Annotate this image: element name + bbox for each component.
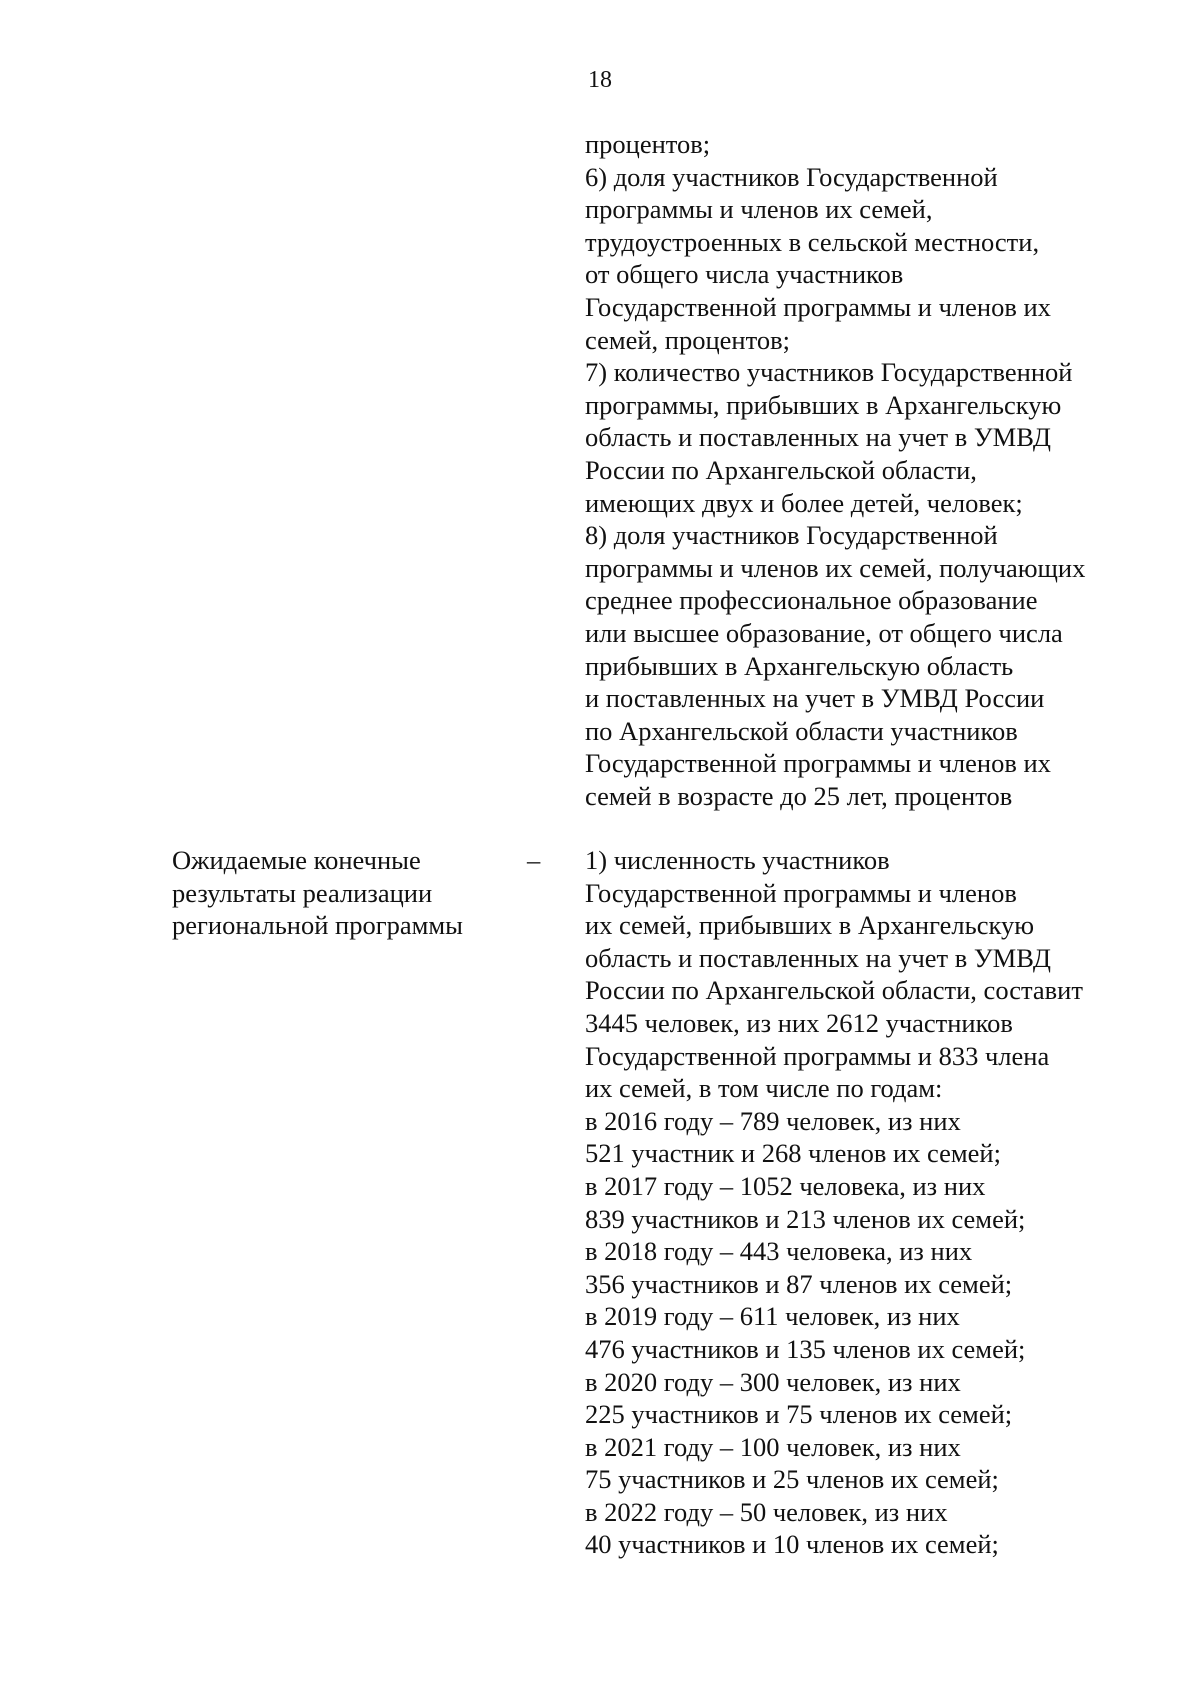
- expected-results-text: [585, 844, 1145, 1561]
- text-line: 6) доля участников Государственной: [585, 161, 998, 192]
- text-line: имеющих двух и более детей, человек;: [585, 487, 1023, 518]
- text-line: 8) доля участников Государственной: [585, 520, 998, 551]
- text-line: в 2021 году – 100 человек, из них: [585, 1431, 961, 1462]
- text-line: Государственной программы и членов их: [585, 748, 1051, 779]
- text-line: и поставленных на учет в УМВД России: [585, 683, 1045, 714]
- text-line: программы и членов их семей, получающих: [585, 552, 1086, 583]
- text-line: программы и членов их семей,: [585, 194, 933, 225]
- text-line: по Архангельской области участников: [585, 715, 1018, 746]
- text-line: семей в возрасте до 25 лет, процентов: [585, 780, 1013, 811]
- text-line: область и поставленных на учет в УМВД: [585, 422, 1051, 453]
- text-line: в 2020 году – 300 человек, из них: [585, 1366, 961, 1397]
- text-line: в 2016 году – 789 человек, из них: [585, 1105, 961, 1136]
- text-line: Государственной программы и 833 члена: [585, 1040, 1050, 1071]
- text-line: прибывших в Архангельскую область: [585, 650, 1014, 681]
- text-line: процентов;: [585, 129, 711, 159]
- text-line: 476 участников и 135 членов их семей;: [585, 1333, 1026, 1364]
- label-line: Ожидаемые конечные: [172, 845, 421, 875]
- text-line: трудоустроенных в сельской местности,: [585, 226, 1040, 257]
- text-line: 839 участников и 213 членов их семей;: [585, 1203, 1026, 1234]
- text-line: в 2022 году – 50 человек, из них: [585, 1496, 948, 1527]
- text-line: их семей, прибывших в Архангельскую: [585, 910, 1035, 941]
- page-number: 18: [588, 67, 612, 93]
- text-line: в 2017 году – 1052 человека, из них: [585, 1170, 986, 1201]
- indicators-continuation: [585, 128, 1145, 812]
- text-line: Государственной программы и членов: [585, 877, 1017, 908]
- text-line: область и поставленных на учет в УМВД: [585, 942, 1051, 973]
- expected-results-label: [172, 844, 512, 942]
- text-line: 40 участников и 10 членов их семей;: [585, 1529, 999, 1560]
- text-line: или высшее образование, от общего числа: [585, 617, 1063, 648]
- text-line: от общего числа участников: [585, 259, 904, 290]
- row-separator-dash: –: [527, 845, 541, 875]
- text-line: программы, прибывших в Архангельскую: [585, 389, 1062, 420]
- label-line: результаты реализации: [172, 877, 433, 908]
- text-line: в 2019 году – 611 человек, из них: [585, 1301, 960, 1332]
- text-line: их семей, в том числе по годам:: [585, 1073, 943, 1104]
- text-line: 1) численность участников: [585, 845, 890, 875]
- text-line: 3445 человек, из них 2612 участников: [585, 1007, 1013, 1038]
- text-line: Государственной программы и членов их: [585, 291, 1051, 322]
- label-line: региональной программы: [172, 910, 463, 941]
- text-line: 225 участников и 75 членов их семей;: [585, 1399, 1013, 1430]
- text-line: России по Архангельской области,: [585, 454, 977, 485]
- text-line: в 2018 году – 443 человека, из них: [585, 1236, 973, 1267]
- text-line: 75 участников и 25 членов их семей;: [585, 1464, 999, 1495]
- text-line: семей, процентов;: [585, 324, 790, 355]
- text-line: 356 участников и 87 членов их семей;: [585, 1268, 1013, 1299]
- text-line: 7) количество участников Государственной: [585, 357, 1073, 388]
- text-line: среднее профессиональное образование: [585, 585, 1038, 616]
- text-line: России по Архангельской области, составит: [585, 975, 1083, 1006]
- text-line: 521 участник и 268 членов их семей;: [585, 1138, 1001, 1169]
